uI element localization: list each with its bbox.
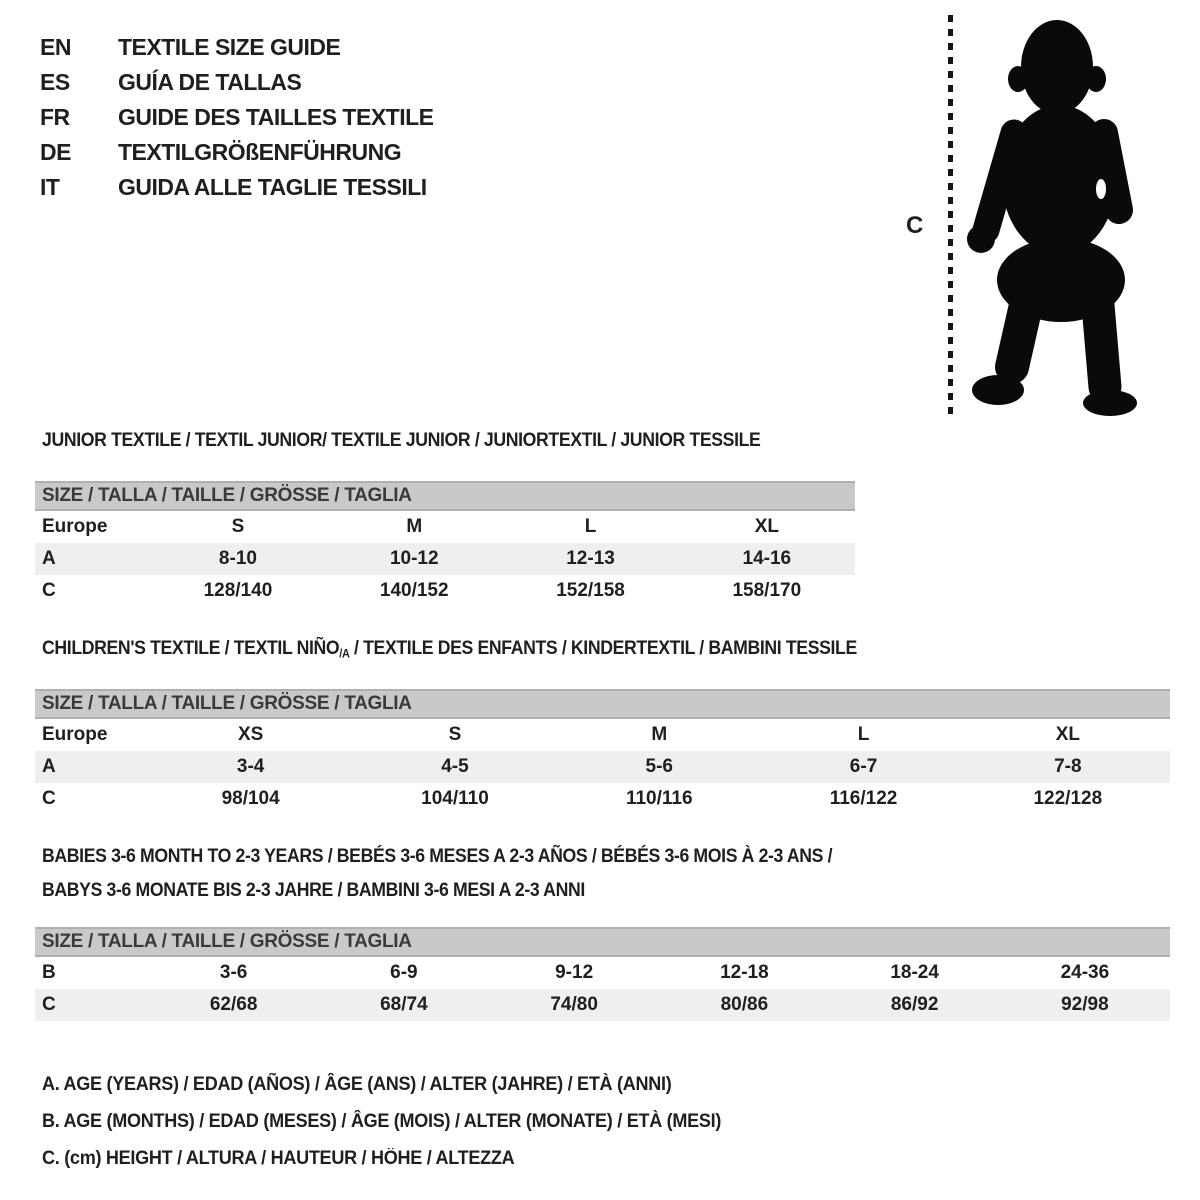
age-cell: 14-16 (742, 548, 792, 569)
children-size-table (35, 689, 1170, 815)
children-heading-rest: / TEXTILE DES ENFANTS / KINDERTEXTIL / BAMBINI TESSILE (349, 638, 857, 659)
size-header-bar: SIZE / TALLA / TAILLE / GRÖSSE / TAGLIA (35, 481, 855, 511)
language-title-row (40, 135, 434, 170)
row-label: A (42, 756, 56, 777)
row-label: C (42, 994, 56, 1015)
height-measure-dashed-line (948, 15, 953, 415)
row-label: A (42, 548, 56, 569)
legend-item-c: C. (cm) HEIGHT / ALTURA / HAUTEUR / HÖHE / ALTEZZA (42, 1148, 515, 1169)
height-cell: 92/98 (1061, 994, 1109, 1015)
language-code: ES (40, 69, 70, 95)
age-cell: 12-13 (566, 548, 615, 569)
guide-title: GUIDE DES TAILLES TEXTILE (118, 104, 434, 130)
size-cell: S (448, 724, 462, 745)
row-a-age-years (35, 751, 1170, 783)
junior-size-table (35, 481, 855, 607)
height-cell: 86/92 (890, 994, 939, 1015)
row-a-age-years (35, 543, 855, 575)
size-header-bar: SIZE / TALLA / TAILLE / GRÖSSE / TAGLIA (35, 927, 1170, 957)
age-cell: 3-6 (219, 962, 248, 983)
height-measure-label: C (906, 212, 924, 239)
height-cell: 128/140 (203, 580, 273, 601)
language-code: IT (40, 174, 60, 200)
height-cell: 110/116 (625, 788, 693, 809)
language-code: FR (40, 104, 70, 130)
guide-title: TEXTILE SIZE GUIDE (118, 34, 341, 60)
children-heading-subscript: /A (339, 647, 350, 661)
babies-section-heading-line2: BABYS 3-6 MONATE BIS 2-3 JAHRE / BAMBINI 3-6 MESI A 2-3 ANNI (42, 880, 585, 901)
age-cell: 6-9 (390, 962, 418, 983)
size-header-bar: SIZE / TALLA / TAILLE / GRÖSSE / TAGLIA (35, 689, 1170, 719)
babies-size-table (35, 927, 1170, 1021)
row-europe-sizes (35, 719, 1170, 751)
height-cell: 80/86 (720, 994, 769, 1015)
legend-item-a: A. AGE (YEARS) / EDAD (AÑOS) / ÂGE (ANS) / ALTER (JAHRE) / ETÀ (ANNI) (42, 1074, 672, 1095)
row-c-height-cm (35, 989, 1170, 1021)
size-cell: M (651, 724, 668, 745)
row-c-height-cm (35, 575, 855, 607)
age-cell: 10-12 (389, 548, 439, 569)
language-title-row (40, 30, 434, 65)
size-cell: L (857, 724, 870, 745)
row-label: Europe (42, 724, 108, 745)
guide-title: GUIDA ALLE TAGLIE TESSILI (118, 174, 427, 200)
guide-title: TEXTILGRÖßENFÜHRUNG (118, 139, 402, 165)
age-cell: 4-5 (441, 756, 469, 777)
children-section-heading (42, 638, 857, 660)
age-cell: 18-24 (890, 962, 939, 983)
row-b-age-months (35, 957, 1170, 989)
row-label: C (42, 580, 56, 601)
height-cell: 140/152 (379, 580, 449, 601)
age-cell: 8-10 (218, 548, 257, 569)
height-cell: 74/80 (550, 994, 598, 1015)
language-title-row (40, 65, 434, 100)
babies-section-heading-line1: BABIES 3-6 MONTH TO 2-3 YEARS / BEBÉS 3-6 MESES A 2-3 AÑOS / BÉBÉS 3-6 MOIS À 2-3 ANS / (42, 846, 833, 867)
junior-section-heading: JUNIOR TEXTILE / TEXTIL JUNIOR/ TEXTILE JUNIOR / JUNIORTEXTIL / JUNIOR TESSILE (42, 430, 761, 451)
size-cell: M (406, 516, 423, 537)
children-heading-main: CHILDREN'S TEXTILE / TEXTIL NIÑO (42, 638, 340, 659)
language-title-row (40, 100, 434, 135)
size-cell: S (231, 516, 245, 537)
height-cell: 122/128 (1033, 788, 1103, 809)
row-label: C (42, 788, 56, 809)
size-cell: XL (754, 516, 779, 537)
row-europe-sizes (35, 511, 855, 543)
language-title-row (40, 170, 434, 205)
height-cell: 158/170 (732, 580, 802, 601)
language-title-list (40, 30, 434, 205)
height-cell: 68/74 (380, 994, 428, 1015)
height-cell: 116/122 (829, 788, 898, 809)
legend-item-b: B. AGE (MONTHS) / EDAD (MESES) / ÂGE (MOIS) / ALTER (MONATE) / ETÀ (MESI) (42, 1111, 722, 1132)
age-cell: 6-7 (849, 756, 878, 777)
height-cell: 98/104 (221, 788, 280, 809)
size-cell: L (584, 516, 597, 537)
row-label: B (42, 962, 56, 983)
measurement-legend (42, 1066, 757, 1177)
language-code: EN (40, 34, 71, 60)
age-cell: 9-12 (555, 962, 594, 983)
language-code: DE (40, 139, 71, 165)
height-cell: 62/68 (209, 994, 258, 1015)
size-cell: XS (237, 724, 264, 745)
row-label: Europe (42, 516, 108, 537)
age-cell: 24-36 (1060, 962, 1110, 983)
row-c-height-cm (35, 783, 1170, 815)
height-cell: 152/158 (556, 580, 625, 601)
age-cell: 5-6 (645, 756, 673, 777)
guide-title: GUÍA DE TALLAS (118, 69, 302, 95)
age-cell: 12-18 (720, 962, 769, 983)
size-cell: XL (1055, 724, 1080, 745)
baby-silhouette-icon (962, 15, 1138, 417)
age-cell: 7-8 (1054, 756, 1082, 777)
age-cell: 3-4 (236, 756, 265, 777)
height-cell: 104/110 (421, 788, 489, 809)
